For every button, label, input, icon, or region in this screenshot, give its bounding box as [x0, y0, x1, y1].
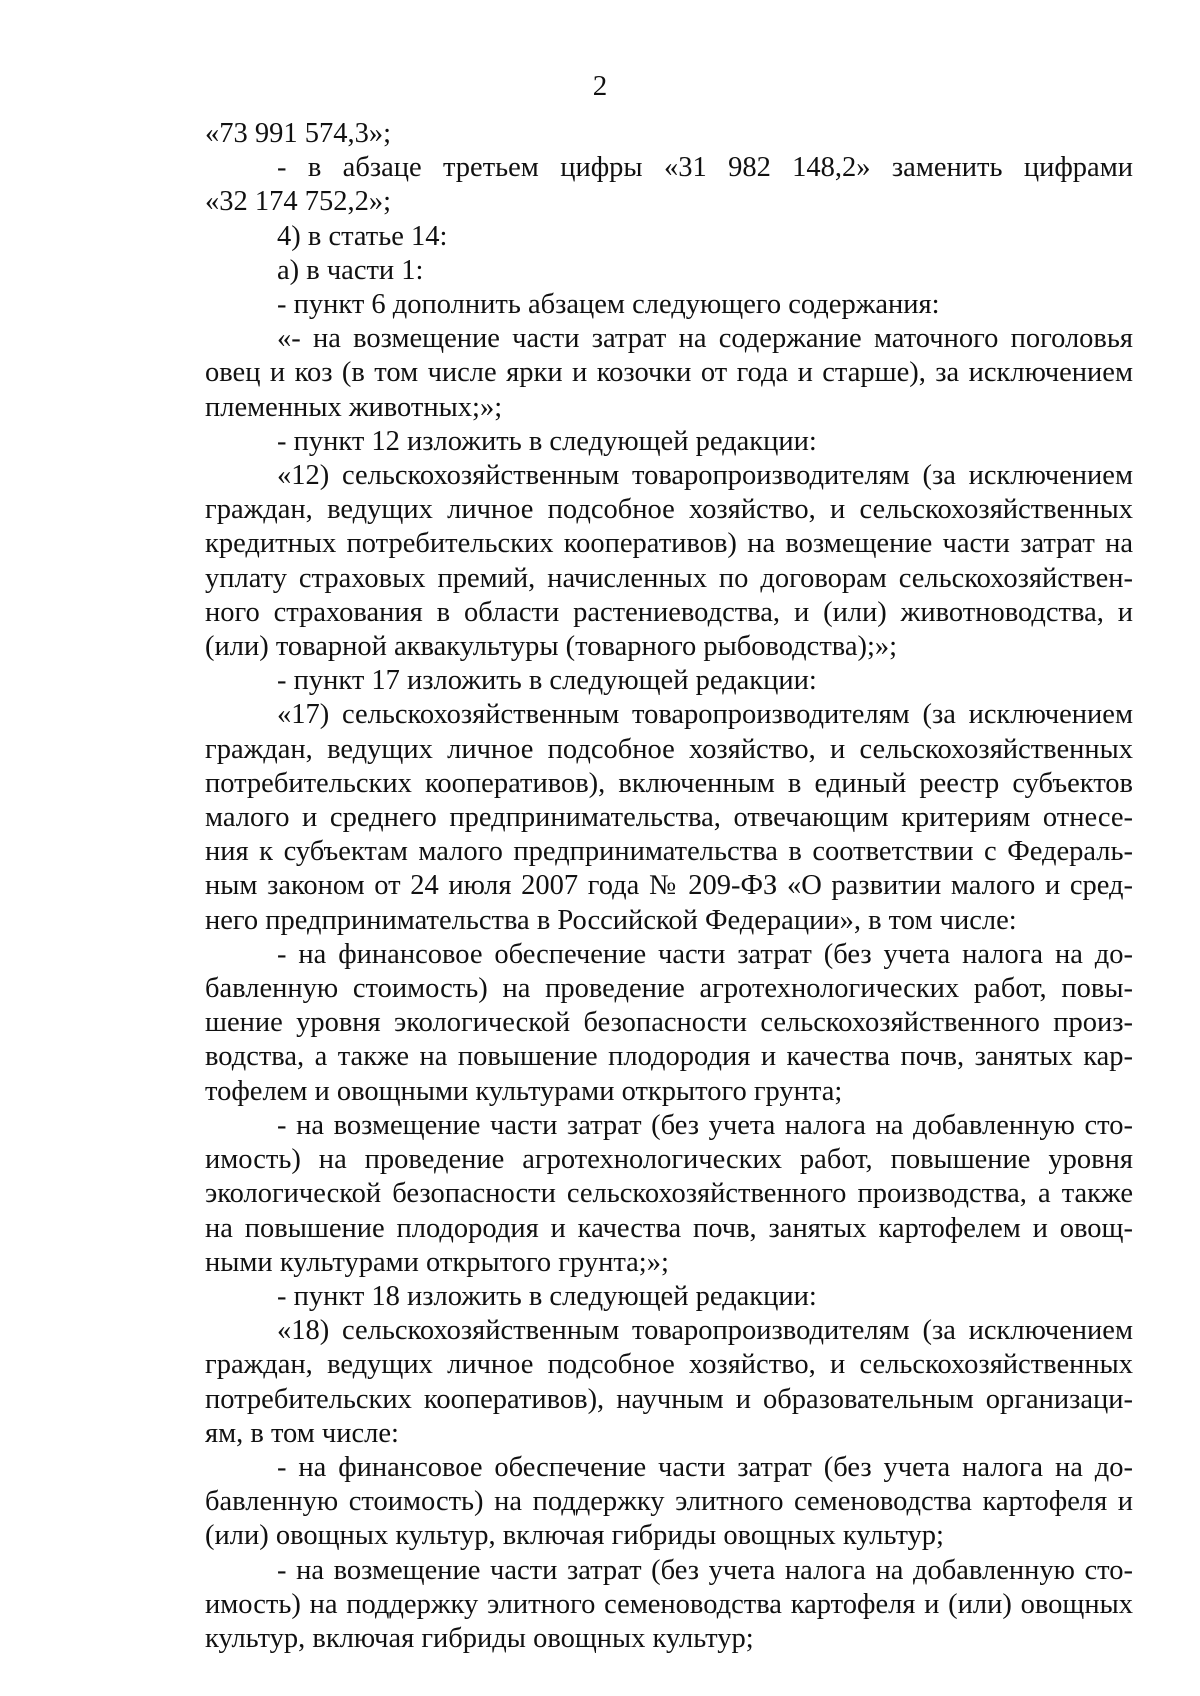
page-number: 2: [592, 70, 608, 102]
paragraph: «73 991 574,3»;: [205, 118, 392, 149]
paragraph: - пункт 6 дополнить абзацем следующего содержания:: [277, 289, 940, 321]
paragraph: - на финансовое обеспечение части затрат (без учета налога на до-бавленную стоимость) на проведение агротехнологических работ, повы-шение уровня экологической безопасности сельскохозяйственного произ-водства, а также на повышение плодородия и качества почв, занятых кар-тофелем и овощными культурами открытого грунта;: [205, 938, 1133, 1107]
paragraph: - на финансовое обеспечение части затрат (без учета налога на до-бавленную стоимость) на поддержку элитного семеноводства картофеля и (или) овощных культур, включая гибриды овощных культур;: [205, 1451, 1133, 1552]
paragraph: - в абзаце третьем цифры «31 982 148,2» заменить цифрами: [277, 152, 1133, 184]
paragraph: - пункт 18 изложить в следующей редакции:: [277, 1280, 817, 1312]
paragraph: а) в части 1:: [277, 254, 424, 286]
paragraph: - на возмещение части затрат (без учета налога на добавленную сто-имость) на поддержку элитного семеноводства картофеля и (или) овощных культур, включая гибриды овощных культур;: [205, 1554, 1133, 1654]
paragraph: 4) в статье 14:: [277, 220, 448, 252]
paragraph: - пункт 17 изложить в следующей редакции:: [277, 665, 817, 697]
paragraph: «32 174 752,2»;: [205, 186, 392, 218]
paragraph: «18) сельскохозяйственным товаропроизводителям (за исключением граждан, ведущих личное подсобное хозяйство, и сельскохозяйственных потребительских кооперативов), научным и образовательным организаци-ям, в том числе:: [205, 1315, 1133, 1449]
paragraph: - на возмещение части затрат (без учета налога на добавленную сто-имость) на проведение агротехнологических работ, повышение уровня экологической безопасности сельскохозяйственного производства, а также на повышение плодородия и качества почв, занятых картофелем и овощ-ными культурами открытого грунта;»;: [205, 1109, 1133, 1278]
paragraph: - пункт 12 изложить в следующей редакции:: [277, 425, 817, 457]
document-body: [205, 117, 1133, 1656]
paragraph: «17) сельскохозяйственным товаропроизводителям (за исключением граждан, ведущих личное подсобное хозяйство, и сельскохозяйственных потребительских кооперативов), включенным в единый реестр субъектов малого и среднего предпринимательства, отвечающим критериям отнесе-ния к субъектам малого предпринимательства в соответствии с Федераль-ным законом от 24 июля 2007 года № 209-ФЗ «О развитии малого и сред-него предпринимательства в Российской Федерации», в том числе:: [205, 699, 1133, 936]
paragraph: «12) сельскохозяйственным товаропроизводителям (за исключением граждан, ведущих личное подсобное хозяйство, и сельскохозяйственных кредитных потребительских кооперативов) на возмещение части затрат на уплату страховых премий, начисленных по договорам сельскохозяйствен-ного страхования в области растениеводства, и (или) животноводства, и (или) товарной аквакультуры (товарного рыбоводства);»;: [205, 460, 1133, 663]
paragraph: «- на возмещение части затрат на содержание маточного поголовья овец и коз (в том числе ярки и козочки от года и старше), за исключением племенных животных;»;: [205, 323, 1133, 423]
